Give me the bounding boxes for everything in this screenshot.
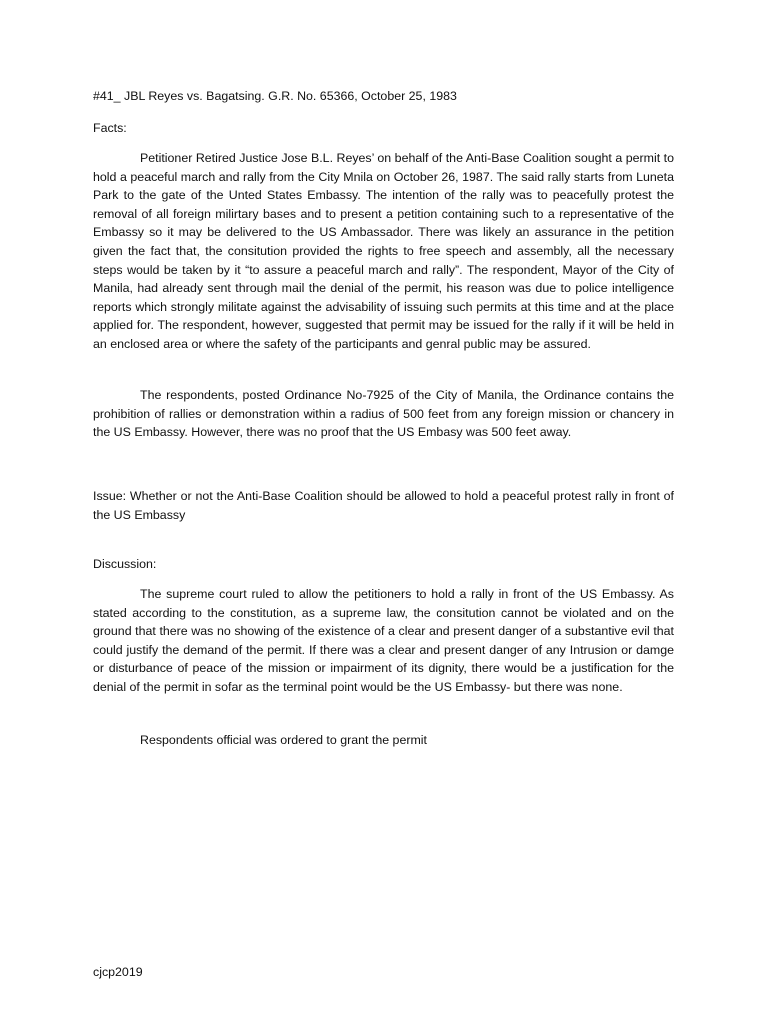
discussion-heading: Discussion:: [93, 557, 157, 571]
issue-paragraph: Issue: Whether or not the Anti-Base Coalition should be allowed to hold a peaceful protest rally in front of the US Embassy: [93, 489, 674, 522]
facts-paragraph-1: Petitioner Retired Justice Jose B.L. Reyes’ on behalf of the Anti-Base Coalition sought a permit to hold a peaceful march and rally from the City Mnila on October 26, 1987. The said rally starts from Luneta Park to the gate of the Unted States Embassy. The intention of the rally was to peacefully protest the removal of all foreign milirtary bases and to present a petition containing such to a representative of the Embassy so it may be delivered to the US Ambassador. There was likely an assurance in the petition given the fact that, the consitution provided the rights to free speech and assembly, all the necessary steps would be taken by it “to assure a peaceful march and rally”. The respondent, Mayor of the City of Manila, had already sent through mail the denial of the permit, his reason was due to police intelligence reports which strongly militate against the advisability of issuing such permits at this time and at the place applied for. The respondent, however, suggested that permit may be issued for the rally if it will be held in an enclosed area or where the safety of the participants and genral public may be assured.: [93, 151, 674, 351]
facts-heading: Facts:: [93, 121, 127, 135]
order-line: Respondents official was ordered to grant the permit: [140, 733, 427, 747]
facts-paragraph-2: The respondents, posted Ordinance No-7925 of the City of Manila, the Ordinance contains the prohibition of rallies or demonstration within a radius of 500 feet from any foreign mission or chancery in the US Embassy. However, there was no proof that the US Embasy was 500 feet away.: [93, 388, 674, 440]
discussion-paragraph: The supreme court ruled to allow the petitioners to hold a rally in front of the US Embassy. As stated according to the constitution, as a supreme law, the consitution cannot be violated and on the ground that there was no showing of the existence of a clear and present danger of a substantive evil that could justify the demand of the permit. If there was a clear and present danger of any Intrusion or damge or disturbance of peace of the mission or impairment of its dignity, there would be a justification for the denial of the permit in sofar as the terminal point would be the US Embassy- but there was none.: [93, 587, 674, 694]
document-page: [93, 0, 674, 1024]
footer-text: cjcp2019: [93, 965, 143, 979]
case-title: #41_ JBL Reyes vs. Bagatsing. G.R. No. 65366, October 25, 1983: [93, 89, 457, 103]
